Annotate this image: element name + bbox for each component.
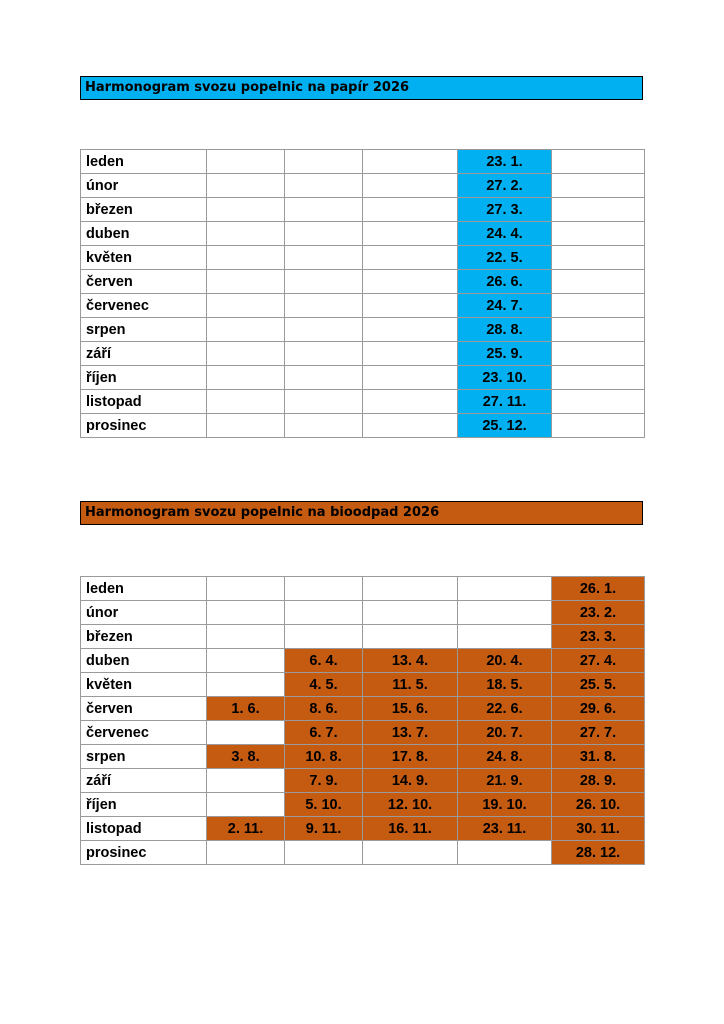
month-label: leden [81, 150, 207, 174]
bio-schedule-table [80, 576, 645, 865]
empty-cell [285, 342, 363, 366]
month-label: květen [81, 246, 207, 270]
empty-cell [363, 294, 458, 318]
empty-cell [552, 270, 645, 294]
table-row [81, 769, 645, 793]
month-label: březen [81, 198, 207, 222]
table-row [81, 793, 645, 817]
empty-cell [363, 601, 458, 625]
empty-cell [207, 150, 285, 174]
pickup-date-cell: 18. 5. [458, 673, 552, 697]
pickup-date-cell: 12. 10. [363, 793, 458, 817]
pickup-date-cell: 17. 8. [363, 745, 458, 769]
pickup-date-cell: 22. 5. [458, 246, 552, 270]
empty-cell [363, 366, 458, 390]
empty-cell [285, 577, 363, 601]
pickup-date-cell: 29. 6. [552, 697, 645, 721]
empty-cell [363, 318, 458, 342]
empty-cell [207, 841, 285, 865]
pickup-date-cell: 16. 11. [363, 817, 458, 841]
month-label: říjen [81, 793, 207, 817]
pickup-date-cell: 20. 4. [458, 649, 552, 673]
table-row [81, 150, 645, 174]
empty-cell [207, 793, 285, 817]
table-row [81, 697, 645, 721]
pickup-date-cell: 15. 6. [363, 697, 458, 721]
empty-cell [207, 649, 285, 673]
pickup-date-cell: 30. 11. [552, 817, 645, 841]
pickup-date-cell: 31. 8. [552, 745, 645, 769]
empty-cell [363, 414, 458, 438]
pickup-date-cell: 10. 8. [285, 745, 363, 769]
pickup-date-cell: 3. 8. [207, 745, 285, 769]
month-label: červenec [81, 721, 207, 745]
table-row [81, 294, 645, 318]
pickup-date-cell: 23. 3. [552, 625, 645, 649]
table-row [81, 414, 645, 438]
empty-cell [363, 198, 458, 222]
empty-cell [285, 198, 363, 222]
pickup-date-cell: 9. 11. [285, 817, 363, 841]
pickup-date-cell: 11. 5. [363, 673, 458, 697]
month-label: prosinec [81, 414, 207, 438]
empty-cell [285, 625, 363, 649]
empty-cell [458, 577, 552, 601]
empty-cell [552, 222, 645, 246]
empty-cell [552, 342, 645, 366]
empty-cell [285, 294, 363, 318]
table-row [81, 745, 645, 769]
table-row [81, 318, 645, 342]
pickup-date-cell: 7. 9. [285, 769, 363, 793]
bio-schedule-title: Harmonogram svozu popelnic na bioodpad 2026 [80, 501, 643, 525]
pickup-date-cell: 24. 8. [458, 745, 552, 769]
pickup-date-cell: 27. 4. [552, 649, 645, 673]
empty-cell [285, 390, 363, 414]
empty-cell [363, 841, 458, 865]
empty-cell [552, 198, 645, 222]
table-row [81, 222, 645, 246]
empty-cell [207, 294, 285, 318]
table-row [81, 246, 645, 270]
empty-cell [207, 673, 285, 697]
empty-cell [207, 222, 285, 246]
pickup-date-cell: 25. 9. [458, 342, 552, 366]
table-row [81, 577, 645, 601]
empty-cell [207, 769, 285, 793]
month-label: leden [81, 577, 207, 601]
empty-cell [458, 601, 552, 625]
empty-cell [285, 366, 363, 390]
pickup-date-cell: 22. 6. [458, 697, 552, 721]
table-row [81, 721, 645, 745]
empty-cell [285, 841, 363, 865]
pickup-date-cell: 23. 1. [458, 150, 552, 174]
empty-cell [207, 414, 285, 438]
pickup-date-cell: 13. 4. [363, 649, 458, 673]
empty-cell [207, 318, 285, 342]
empty-cell [552, 366, 645, 390]
table-row [81, 625, 645, 649]
month-label: srpen [81, 745, 207, 769]
empty-cell [363, 342, 458, 366]
pickup-date-cell: 6. 7. [285, 721, 363, 745]
empty-cell [285, 150, 363, 174]
empty-cell [207, 246, 285, 270]
pickup-date-cell: 19. 10. [458, 793, 552, 817]
pickup-date-cell: 23. 10. [458, 366, 552, 390]
month-label: květen [81, 673, 207, 697]
pickup-date-cell: 28. 12. [552, 841, 645, 865]
month-label: červen [81, 697, 207, 721]
pickup-date-cell: 4. 5. [285, 673, 363, 697]
empty-cell [207, 390, 285, 414]
empty-cell [363, 174, 458, 198]
empty-cell [285, 601, 363, 625]
pickup-date-cell: 5. 10. [285, 793, 363, 817]
pickup-date-cell: 27. 3. [458, 198, 552, 222]
pickup-date-cell: 26. 1. [552, 577, 645, 601]
empty-cell [207, 342, 285, 366]
empty-cell [552, 174, 645, 198]
empty-cell [285, 222, 363, 246]
pickup-date-cell: 24. 4. [458, 222, 552, 246]
month-label: červenec [81, 294, 207, 318]
empty-cell [552, 318, 645, 342]
empty-cell [207, 270, 285, 294]
table-row [81, 390, 645, 414]
empty-cell [363, 270, 458, 294]
table-row [81, 342, 645, 366]
pickup-date-cell: 26. 6. [458, 270, 552, 294]
pickup-date-cell: 25. 5. [552, 673, 645, 697]
pickup-date-cell: 27. 7. [552, 721, 645, 745]
pickup-date-cell: 21. 9. [458, 769, 552, 793]
empty-cell [458, 625, 552, 649]
empty-cell [552, 150, 645, 174]
empty-cell [363, 222, 458, 246]
month-label: září [81, 769, 207, 793]
month-label: únor [81, 174, 207, 198]
table-row [81, 817, 645, 841]
month-label: září [81, 342, 207, 366]
empty-cell [285, 318, 363, 342]
month-label: listopad [81, 817, 207, 841]
empty-cell [285, 174, 363, 198]
pickup-date-cell: 14. 9. [363, 769, 458, 793]
empty-cell [207, 601, 285, 625]
pickup-date-cell: 25. 12. [458, 414, 552, 438]
empty-cell [207, 366, 285, 390]
empty-cell [207, 625, 285, 649]
empty-cell [363, 150, 458, 174]
paper-schedule-table [80, 149, 645, 438]
empty-cell [207, 198, 285, 222]
empty-cell [207, 174, 285, 198]
month-label: březen [81, 625, 207, 649]
pickup-date-cell: 28. 8. [458, 318, 552, 342]
pickup-date-cell: 6. 4. [285, 649, 363, 673]
month-label: listopad [81, 390, 207, 414]
month-label: říjen [81, 366, 207, 390]
empty-cell [363, 390, 458, 414]
empty-cell [363, 246, 458, 270]
pickup-date-cell: 2. 11. [207, 817, 285, 841]
empty-cell [552, 294, 645, 318]
pickup-date-cell: 27. 11. [458, 390, 552, 414]
paper-schedule-title: Harmonogram svozu popelnic na papír 2026 [80, 76, 643, 100]
empty-cell [363, 625, 458, 649]
empty-cell [285, 270, 363, 294]
pickup-date-cell: 20. 7. [458, 721, 552, 745]
table-row [81, 841, 645, 865]
month-label: duben [81, 222, 207, 246]
table-row [81, 673, 645, 697]
pickup-date-cell: 1. 6. [207, 697, 285, 721]
pickup-date-cell: 23. 2. [552, 601, 645, 625]
pickup-date-cell: 23. 11. [458, 817, 552, 841]
pickup-date-cell: 24. 7. [458, 294, 552, 318]
empty-cell [552, 390, 645, 414]
pickup-date-cell: 27. 2. [458, 174, 552, 198]
pickup-date-cell: 8. 6. [285, 697, 363, 721]
empty-cell [552, 414, 645, 438]
pickup-date-cell: 28. 9. [552, 769, 645, 793]
table-row [81, 601, 645, 625]
pickup-date-cell: 13. 7. [363, 721, 458, 745]
empty-cell [285, 414, 363, 438]
empty-cell [285, 246, 363, 270]
month-label: únor [81, 601, 207, 625]
table-row [81, 366, 645, 390]
table-row [81, 174, 645, 198]
month-label: duben [81, 649, 207, 673]
empty-cell [552, 246, 645, 270]
empty-cell [207, 721, 285, 745]
empty-cell [363, 577, 458, 601]
table-row [81, 270, 645, 294]
pickup-date-cell: 26. 10. [552, 793, 645, 817]
empty-cell [458, 841, 552, 865]
month-label: prosinec [81, 841, 207, 865]
month-label: červen [81, 270, 207, 294]
table-row [81, 198, 645, 222]
month-label: srpen [81, 318, 207, 342]
empty-cell [207, 577, 285, 601]
table-row [81, 649, 645, 673]
